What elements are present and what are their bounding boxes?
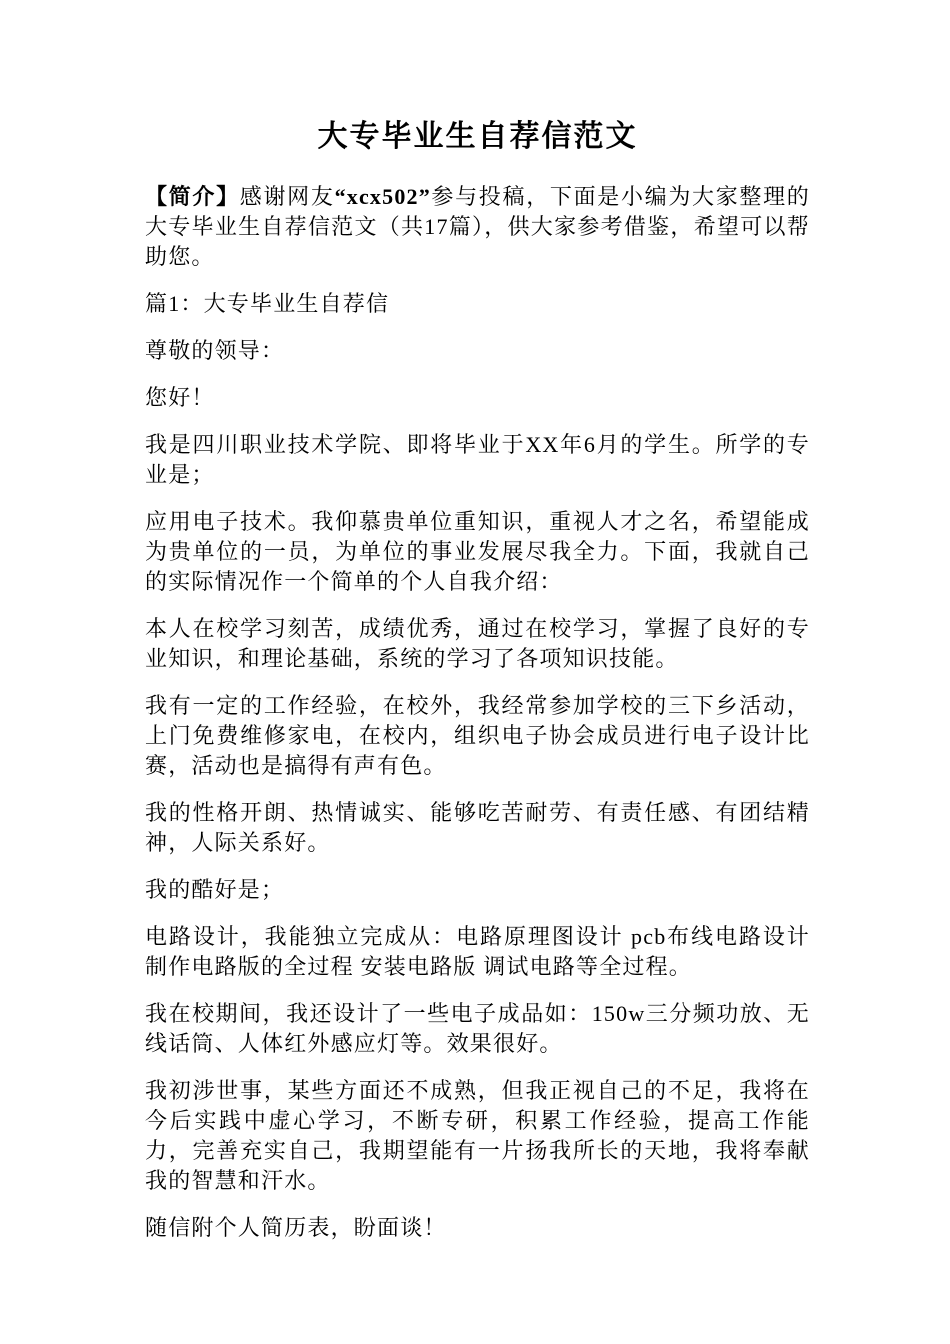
salutation-line: 尊敬的领导： <box>145 337 285 363</box>
body-paragraph-study-achievements: 本人在校学习刻苦，成绩优秀，通过在校学习，掌握了良好的专业知识，和理论基础，系统的学习了各项知识技能。 <box>145 615 810 671</box>
body-paragraph-self-introduction: 我是四川职业技术学院、即将毕业于XX年6月的学生。所学的专业是； <box>145 431 810 487</box>
body-paragraph-electronic-products: 我在校期间，我还设计了一些电子成品如：150w三分频功放、无线话筒、人体红外感应灯等。效果很好。 <box>145 1000 810 1056</box>
document-title: 大专毕业生自荐信范文 <box>317 120 638 153</box>
closing-line: 随信附个人简历表，盼面谈！ <box>145 1214 447 1240</box>
body-paragraph-self-reflection: 我初涉世事，某些方面还不成熟，但我正视自己的不足，我将在今后实践中虚心学习，不断专研，积累工作经验，提高工作能力，完善充实自己，我期望能有一片扬我所长的天地，我将奉献我的智慧和汗水。 <box>145 1077 810 1193</box>
intro-lead-text: 感谢网友 <box>239 183 335 209</box>
intro-username: “xcx502” <box>334 183 431 209</box>
intro-rest-text: 参与投稿，下面是小编为大家整理的大专毕业生自荐信范文（共17篇），供大家参考借鉴，希望可以帮助您。 <box>145 183 811 269</box>
intro-paragraph <box>145 182 810 272</box>
intro-bracket-label: 【简介】 <box>145 183 240 209</box>
body-paragraph-hobby-lead: 我的酷好是； <box>145 876 285 902</box>
section-heading: 篇1：大专毕业生自荐信 <box>145 290 390 316</box>
body-paragraph-major-and-motivation: 应用电子技术。我仰慕贵单位重知识，重视人才之名，希望能成为贵单位的一员，为单位的事业发展尽我全力。下面，我就自己的实际情况作一个简单的个人自我介绍： <box>145 508 810 594</box>
body-paragraph-circuit-design: 电路设计，我能独立完成从：电路原理图设计 pcb布线电路设计 制作电路版的全过程 安装电路版 调试电路等全过程。 <box>145 923 810 979</box>
body-paragraph-personality: 我的性格开朗、热情诚实、能够吃苦耐劳、有责任感、有团结精神，人际关系好。 <box>145 799 810 855</box>
greeting-line: 您好！ <box>145 384 215 410</box>
body-paragraph-work-experience: 我有一定的工作经验，在校外，我经常参加学校的三下乡活动，上门免费维修家电，在校内，组织电子协会成员进行电子设计比赛，活动也是搞得有声有色。 <box>145 692 810 778</box>
